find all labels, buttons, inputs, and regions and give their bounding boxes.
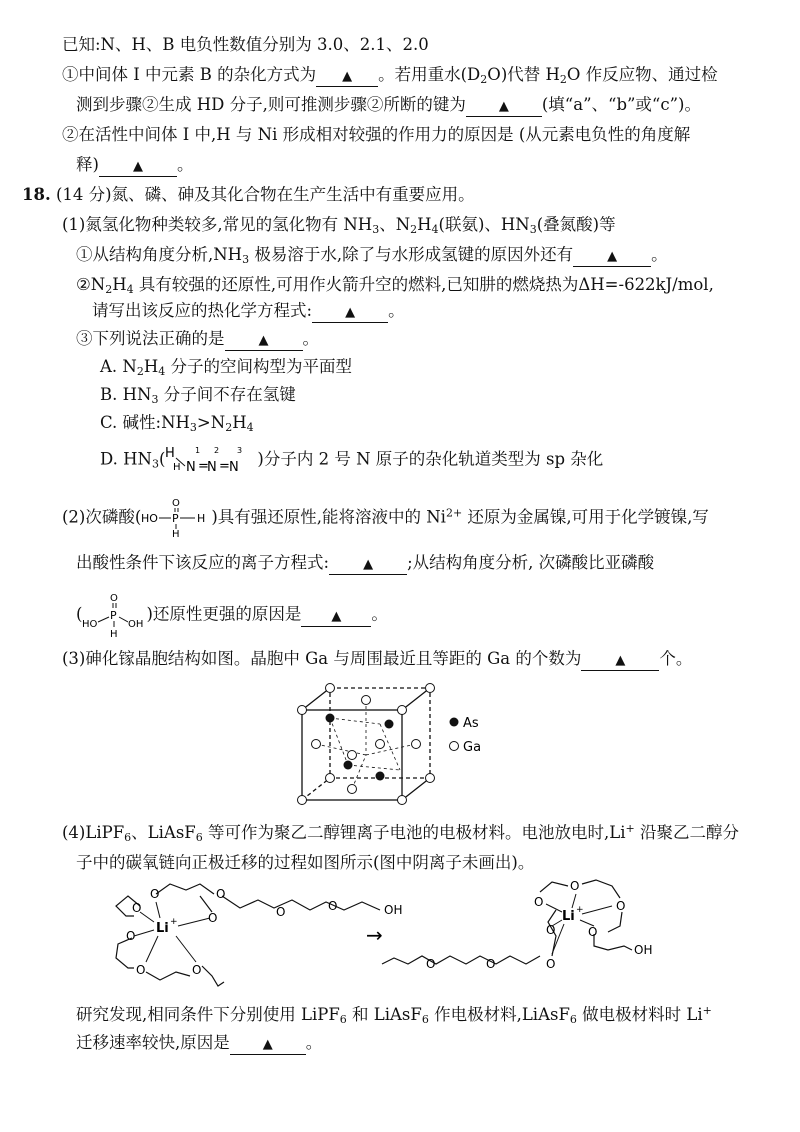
legend-as-label: As xyxy=(463,716,479,731)
svg-text:O: O xyxy=(132,901,142,915)
svg-text:O: O xyxy=(192,963,202,977)
svg-text:OH: OH xyxy=(384,903,403,917)
li-ion-right: Li xyxy=(562,909,575,924)
answer-blank[interactable]: ▲ xyxy=(230,1035,306,1055)
svg-text:HO: HO xyxy=(82,619,98,630)
reaction-arrow: → xyxy=(366,923,383,947)
question-18-title: (14 分)氮、磷、砷及其化合物在生产生活中有重要应用。 xyxy=(56,185,475,204)
answer-blank[interactable]: ▲ xyxy=(329,555,407,575)
svg-text:+: + xyxy=(170,917,178,927)
svg-text:H: H xyxy=(165,446,176,461)
svg-text:H: H xyxy=(110,629,118,638)
answer-blank[interactable]: ▲ xyxy=(312,303,388,323)
answer-blank[interactable]: ▲ xyxy=(581,651,659,671)
legend-ga-marker xyxy=(450,742,459,751)
svg-text:O: O xyxy=(150,887,160,901)
svg-text:HO: HO xyxy=(141,512,159,525)
svg-text:1: 1 xyxy=(195,446,201,455)
gaas-unit-cell-figure xyxy=(288,680,508,810)
question-18-part-3: (3)砷化镓晶胞结构如图。晶胞中 Ga 与周围最近且等距的 Ga 的个数为 ▲ 个。 xyxy=(62,648,692,671)
svg-text:O: O xyxy=(534,895,544,909)
svg-text:O: O xyxy=(486,957,496,971)
svg-text:=: = xyxy=(219,459,231,474)
right-peg-chain xyxy=(382,880,632,964)
question-17-part-1: ①中间体 I 中元素 B 的杂化方式为 ▲ 。若用重水$(D_2O)$代替 $H_2O$ 作反应物、通过检 xyxy=(62,65,718,86)
question-18-1-2: $②N_2H_4$ 具有较强的还原性,可用作火箭升空的燃料,已知肼的燃烧热为ΔH=-622kJ/mol, xyxy=(76,275,714,296)
answer-blank[interactable]: ▲ xyxy=(301,607,371,627)
question-18-1-2-cont: 请写出该反应的热化学方程式: ▲ 。 xyxy=(92,300,405,323)
svg-text:OH: OH xyxy=(128,619,144,630)
option-a[interactable]: A. $N_2H_4$ 分子的空间构型为平面型 xyxy=(100,357,352,378)
svg-text:+: + xyxy=(576,905,584,915)
answer-blank[interactable]: ▲ xyxy=(225,331,303,351)
svg-text:O: O xyxy=(126,929,136,943)
question-18-part-1: (1)氮氢化物种类较多,常见的氢化物有 $NH_3$、$N_2H_4$(联氨)、$HN_3$(叠氮酸)等 xyxy=(62,215,616,236)
given-electronegativity: 已知:N、H、B 电负性数值分别为 3.0、2.1、2.0 xyxy=(62,35,429,54)
svg-text:N: N xyxy=(207,460,218,475)
question-18-part-2: (2)次磷酸( HO P O H H )具有强还原性,能将溶液中的 $Ni^{2+}$ 还原为金属镍,可用于化学镀镍,写 xyxy=(62,498,709,538)
hn3-structure xyxy=(165,444,257,476)
question-17-part-2-cont: 释) ▲ 。 xyxy=(76,154,193,177)
option-b[interactable]: B. $HN_3$ 分子间不存在氢键 xyxy=(100,385,296,406)
answer-blank[interactable]: ▲ xyxy=(573,247,651,267)
li-ion-left: Li xyxy=(156,921,169,936)
svg-text:H: H xyxy=(172,529,180,538)
question-17-part-2: ②在活性中间体 I 中,H 与 Ni 形成相对较强的作用力的原因是 (从元素电负性的角度解 xyxy=(62,125,691,144)
svg-text:O: O xyxy=(426,957,436,971)
svg-text:N: N xyxy=(186,460,197,475)
svg-text:=: = xyxy=(198,459,210,474)
legend-as-marker xyxy=(450,718,459,727)
svg-text:P: P xyxy=(110,609,118,622)
question-18-part-4-finding: 研究发现,相同条件下分别使用 LiPF$_6$ 和 LiAsF$_6$ 作电极材料,LiAsF$_6$ 做电极材料时 Li+ xyxy=(76,1004,712,1026)
answer-blank[interactable]: ▲ xyxy=(99,157,177,177)
svg-text:2: 2 xyxy=(214,446,220,455)
li-migration-figure xyxy=(100,876,720,996)
svg-text:O: O xyxy=(276,905,286,919)
question-18-part-4-cont: 子中的碳氧链向正极迁移的过程如图所示(图中阴离子未画出)。 xyxy=(76,853,535,872)
svg-text:O: O xyxy=(616,899,626,913)
answer-blank[interactable]: ▲ xyxy=(466,97,542,117)
hypophosphorous-acid-structure xyxy=(141,498,211,538)
svg-text:H: H xyxy=(197,512,206,525)
svg-text:O: O xyxy=(136,963,146,977)
question-18-1-3: ③下列说法正确的是 ▲ 。 xyxy=(76,328,319,351)
svg-text:O: O xyxy=(216,887,226,901)
svg-text:OH: OH xyxy=(634,943,653,957)
svg-text:O: O xyxy=(546,957,556,971)
question-18-number: 18. xyxy=(22,185,51,204)
svg-text:O: O xyxy=(570,879,580,893)
answer-blank[interactable]: ▲ xyxy=(316,67,378,87)
svg-text:N: N xyxy=(229,460,240,475)
phosphorous-acid-structure xyxy=(82,592,146,638)
svg-text:O: O xyxy=(546,923,556,937)
option-c[interactable]: C. 碱性$:NH_3>N_2H_4$ xyxy=(100,413,254,434)
svg-text:O: O xyxy=(328,899,338,913)
svg-text:O: O xyxy=(110,593,119,604)
question-18-part-2-phosphorous-acid: ( O P HO OH H )还原性更强的原因是 ▲ 。 xyxy=(76,593,388,638)
svg-text:O: O xyxy=(208,911,218,925)
option-d[interactable]: D. $HN_3$( H H 1 N = 2 N = 3 N )分子内 2 号 N 原子的杂化轨道类型为 sp 杂化 xyxy=(100,446,604,475)
question-18-1-1: ①从结构角度分析$,NH_3$ 极易溶于水,除了与水形成氢键的原因外还有 ▲ 。 xyxy=(76,245,668,266)
question-18-part-2-cont: 出酸性条件下该反应的离子方程式: ▲ ;从结构角度分析, 次磷酸比亚磷酸 xyxy=(76,552,654,575)
svg-text:P: P xyxy=(172,512,179,525)
question-18-part-4: (4)LiPF$_6$、LiAsF$_6$ 等可作为聚乙二醇锂离子电池的电极材料。电池放电时,Li+ 沿聚乙二醇分 xyxy=(62,822,739,844)
legend-ga-label: Ga xyxy=(463,740,482,755)
svg-text:H: H xyxy=(173,462,181,473)
svg-text:O: O xyxy=(588,925,598,939)
question-17-part-1-cont: 测到步骤②生成 HD 分子,则可推测步骤②所断的键为 ▲ (填“a”、“b”或“c”)。 xyxy=(76,94,701,117)
svg-text:3: 3 xyxy=(237,446,243,455)
question-18-part-4-reason: 迁移速率较快,原因是 ▲ 。 xyxy=(76,1032,322,1055)
svg-text:O: O xyxy=(172,498,181,509)
